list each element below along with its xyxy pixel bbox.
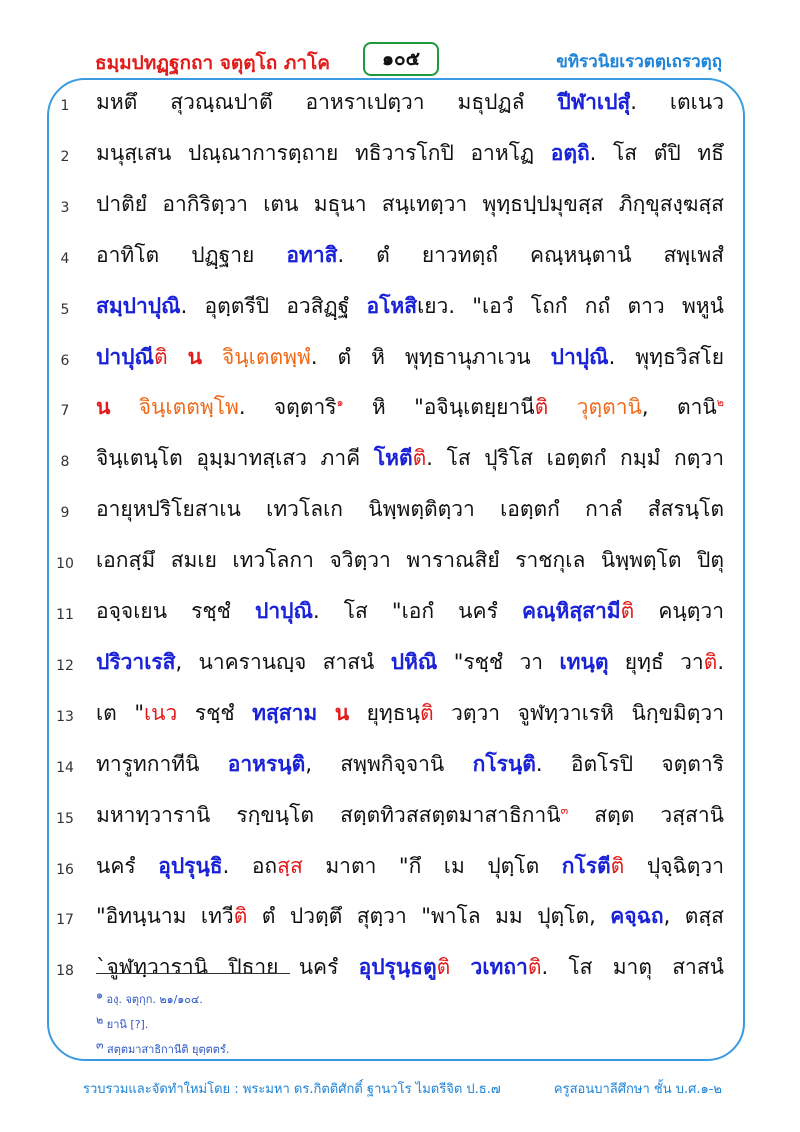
highlighted-word: เทนฺตุ [559, 649, 609, 674]
page-header [0, 40, 800, 80]
footnote-mark: ๒ [716, 396, 724, 410]
text-segment: "อิทนฺนาม เทวี [96, 904, 234, 929]
line-number: 7 [60, 403, 70, 420]
highlighted-word: เนว [143, 700, 178, 725]
text-segment: "รชฺชํ วา [437, 649, 560, 674]
text-line [0, 691, 800, 743]
line-number: 12 [56, 657, 74, 674]
line-text [96, 241, 724, 269]
text-segment: . โส ตํปิ ทธึ [589, 140, 724, 165]
highlighted-word: ติ [419, 700, 434, 725]
line-number: 6 [60, 352, 70, 369]
highlighted-word: อโหสิ [366, 293, 418, 318]
text-segment: , ตสฺส [663, 904, 724, 929]
highlighted-word: ติ [527, 955, 542, 980]
footnote-mark: ๓ [560, 803, 569, 817]
text-segment [110, 395, 138, 419]
highlighted-word: วเทถา [470, 955, 528, 980]
line-text [96, 953, 724, 981]
text-segment: อาทิโต ปฏฺฐาย [96, 242, 287, 267]
line-number: 4 [60, 250, 70, 267]
text-segment [168, 345, 188, 369]
footnote [96, 1040, 229, 1058]
highlighted-word: อุปรุนฺธตู [358, 955, 437, 980]
line-text [96, 88, 724, 116]
line-number: 14 [56, 759, 74, 776]
highlighted-word: โหตี [373, 446, 413, 471]
text-segment: , สพฺพกิจฺจานิ [305, 751, 473, 776]
text-line [0, 742, 800, 794]
text-line [0, 385, 800, 437]
highlighted-word: อุปรุนฺธิ [158, 853, 223, 878]
text-segment: . ตํ ยาวทตฺถํ คณฺหนฺตานํ สพฺเพสํ [337, 242, 724, 267]
highlighted-word: ปีฬาเปสุํ [557, 90, 631, 114]
text-segment: วตฺวา จูฬทฺวาเรหิ นิกฺขมิตฺวา [433, 700, 724, 725]
text-segment: คนฺตฺวา [634, 599, 724, 623]
text-segment [450, 955, 470, 979]
text-segment: . อุตฺตรีปิ อวสิฏฺฐํ [180, 293, 367, 318]
highlighted-word: น [187, 344, 202, 369]
text-line [0, 284, 800, 336]
text-line [0, 844, 800, 896]
line-number: 15 [56, 810, 74, 827]
text-line [0, 793, 800, 845]
text-segment: . โส ปุริโส เอตฺตกํ กมฺมํ กตฺวา [426, 446, 724, 471]
highlighted-word: กโรตี [561, 853, 611, 878]
highlighted-word: ติ [233, 904, 248, 929]
text-segment: รชฺชํ [177, 700, 253, 725]
footnote [96, 990, 203, 1008]
line-text [96, 546, 724, 574]
footer-course: ครูสอนบาลีศึกษา ชั้น บ.ศ.๑-๒ [553, 1082, 722, 1097]
line-text [96, 343, 724, 371]
text-segment: . อถ [222, 853, 278, 878]
line-text [96, 699, 724, 727]
line-text [96, 393, 724, 421]
text-line [0, 233, 800, 285]
highlighted-word: กโรนฺติ [472, 751, 536, 776]
text-segment: ทารูทกาทีนิ [96, 751, 228, 776]
text-segment: ปุจฺฉิตฺวา [624, 853, 724, 878]
footnote-separator [96, 973, 290, 974]
highlighted-word: อตฺถิ [550, 140, 590, 165]
line-number: 5 [60, 301, 70, 318]
footnote-text: ยานิ [?]. [103, 1018, 149, 1031]
footnote-text: องฺ. จตุกฺก. ๒๑/๑๐๔. [102, 993, 203, 1006]
page-footer [0, 1078, 800, 1098]
footnote-number: ๑ [96, 988, 103, 1002]
text-segment: ปาติยํ อากิริตฺวา เตน มธุนา สนฺเทตฺวา พุทฺธปฺปมุขสฺส ภิกฺขุสงฺฆสฺส [96, 191, 724, 216]
text-segment: มหตึ สุวณฺณปาตึ อาหราเปตฺวา มธุปฏลํ [96, 90, 558, 114]
highlighted-word: ปริวาเรสิ [96, 649, 176, 674]
footnote [96, 1015, 148, 1033]
highlighted-word: ปาปุณี [96, 344, 154, 369]
text-segment: . [717, 649, 724, 674]
highlighted-word: วุตฺตานิ [576, 395, 642, 420]
line-number: 8 [60, 454, 70, 471]
text-segment: อายุหปริโยสาเน เทวโลเก นิพฺพตฺติตฺวา เอตฺตกํ กาลํ สํสรนฺโต [96, 497, 724, 522]
text-segment: หิ "อจินฺเตยฺยานี [343, 395, 535, 420]
text-segment [202, 345, 222, 369]
line-text [96, 597, 724, 625]
text-line [0, 487, 800, 539]
text-segment: `จูฬทฺวารานิ ปิธาย นครํ [96, 955, 359, 980]
text-line [0, 894, 800, 946]
text-segment [317, 701, 335, 725]
text-line [0, 640, 800, 692]
line-text [96, 648, 724, 676]
line-text [96, 750, 724, 778]
text-line [0, 182, 800, 234]
text-line [0, 335, 800, 387]
highlighted-word: จินฺเตตพฺโพ [138, 395, 239, 420]
text-segment: . โส "เอกํ นครํ [312, 599, 522, 623]
highlighted-word: ติ [412, 446, 427, 471]
line-number: 1 [60, 98, 70, 114]
line-number: 17 [56, 912, 74, 929]
highlighted-word: ติ [436, 955, 451, 980]
book-title: ธมฺมปทฏฺฐกถา จตุตฺโถ ภาโค [95, 52, 331, 74]
highlighted-word: ติ [620, 599, 635, 623]
line-text [96, 444, 724, 472]
text-segment: . พุทฺธวิสโย [608, 344, 724, 369]
text-segment: . จตฺตาริ [238, 395, 337, 420]
text-segment: , นาครานญฺจ สาสนํ [175, 649, 391, 674]
highlighted-word: อาหรนฺติ [227, 751, 306, 776]
text-segment: . ตํ หิ พุทฺธานุภาเวน [310, 344, 551, 369]
text-segment: ตํ ปวตฺตึ สุตฺวา "พาโล มม ปุตฺโต, [247, 904, 611, 929]
footer-credit: รวบรวมและจัดทำใหม่โดย : พระมหา ดร.กิตติศักดิ์ ฐานวโร ไมตรีจิต ป.ธ.๗ [83, 1082, 501, 1097]
text-segment: อจฺจเยน รชฺชํ [96, 599, 256, 623]
text-segment: . เตเนว [630, 90, 724, 114]
highlighted-word: ปหิณิ [390, 649, 438, 674]
line-number: 16 [56, 861, 74, 878]
highlighted-word: คจฺฉถ [610, 904, 664, 929]
highlighted-word: ติ [703, 649, 718, 674]
text-segment: มหาทฺวารานิ รกฺขนฺโต สตฺตทิวสสตฺตมาสาธิกานิ [96, 802, 561, 827]
line-text [96, 902, 724, 930]
line-number: 10 [56, 556, 74, 573]
text-line [0, 131, 800, 183]
line-number: 2 [60, 148, 70, 165]
text-line [0, 436, 800, 488]
text-segment: เยว. "เอวํ โถกํ กถํ ตาว พหูนํ [417, 293, 724, 318]
text-segment: ยุทฺธนฺ [349, 700, 420, 725]
story-title: ขทิรวนิยเรวตตฺเถรวตฺถุ [556, 52, 722, 72]
line-text [96, 801, 724, 829]
text-segment: , ตานิ [641, 395, 717, 420]
text-segment: มาตา "กึ เม ปุตฺโต [302, 853, 562, 878]
footnote-number: ๓ [96, 1038, 104, 1052]
highlighted-word: น [334, 700, 350, 725]
text-segment: สตฺต วสฺสานิ [568, 802, 724, 827]
text-segment [548, 395, 576, 419]
line-text [96, 852, 724, 880]
text-segment: ยุทฺธํ วา [608, 649, 704, 674]
highlighted-word: ทสฺสาม [252, 700, 318, 725]
text-line [0, 538, 800, 590]
footnote-mark: ๑ [336, 396, 344, 410]
highlighted-word: อทาสิ [286, 242, 338, 267]
line-text [96, 495, 724, 523]
highlighted-word: น [96, 395, 111, 420]
text-segment: เอกสฺมึ สมเย เทวโลกา จวิตฺวา พาราณสิยํ ราชกุเล นิพฺพตฺโต ปิตุ [96, 548, 724, 573]
footnote-number: ๒ [96, 1013, 104, 1027]
line-number: 11 [56, 607, 74, 623]
highlighted-word: สมฺปาปุณิ [96, 293, 181, 318]
highlighted-word: ปาปุณิ [550, 344, 609, 369]
page-number-box: ๑๐๕ [363, 42, 439, 76]
line-text [96, 190, 724, 218]
text-segment: มนุสฺเสน ปณฺณาการตฺถาย ทธิวารโกปิ อาหโฏ [96, 140, 551, 165]
text-segment: เต " [96, 700, 144, 725]
highlighted-word: ปาปุณิ [255, 599, 313, 623]
text-segment: . อิตโรปิ จตฺตาริ [535, 751, 724, 776]
text-segment: จินฺเตนฺโต อุมฺมาทสฺเสว ภาคี [96, 446, 374, 471]
text-segment: นครํ [96, 853, 159, 878]
highlighted-word: ติ [153, 344, 168, 369]
footnote-text: สตฺตมาสาธิกานีติ ยุตฺตตรํ. [103, 1043, 230, 1056]
line-number: 9 [60, 505, 70, 522]
highlighted-word: จินฺเตตพฺพํ [222, 344, 311, 369]
line-number: 18 [56, 963, 74, 980]
highlighted-word: คณฺหิสฺสามี [521, 599, 621, 623]
line-number: 13 [56, 708, 74, 725]
line-number: 3 [60, 199, 70, 216]
highlighted-word: ติ [534, 395, 549, 420]
text-line [0, 589, 800, 641]
highlighted-word: ติ [610, 853, 625, 878]
text-segment: . โส มาตุ สาสนํ [541, 955, 724, 980]
highlighted-word: สฺส [277, 853, 303, 878]
text-line [0, 80, 800, 132]
line-text [96, 139, 724, 167]
line-text [96, 292, 724, 320]
